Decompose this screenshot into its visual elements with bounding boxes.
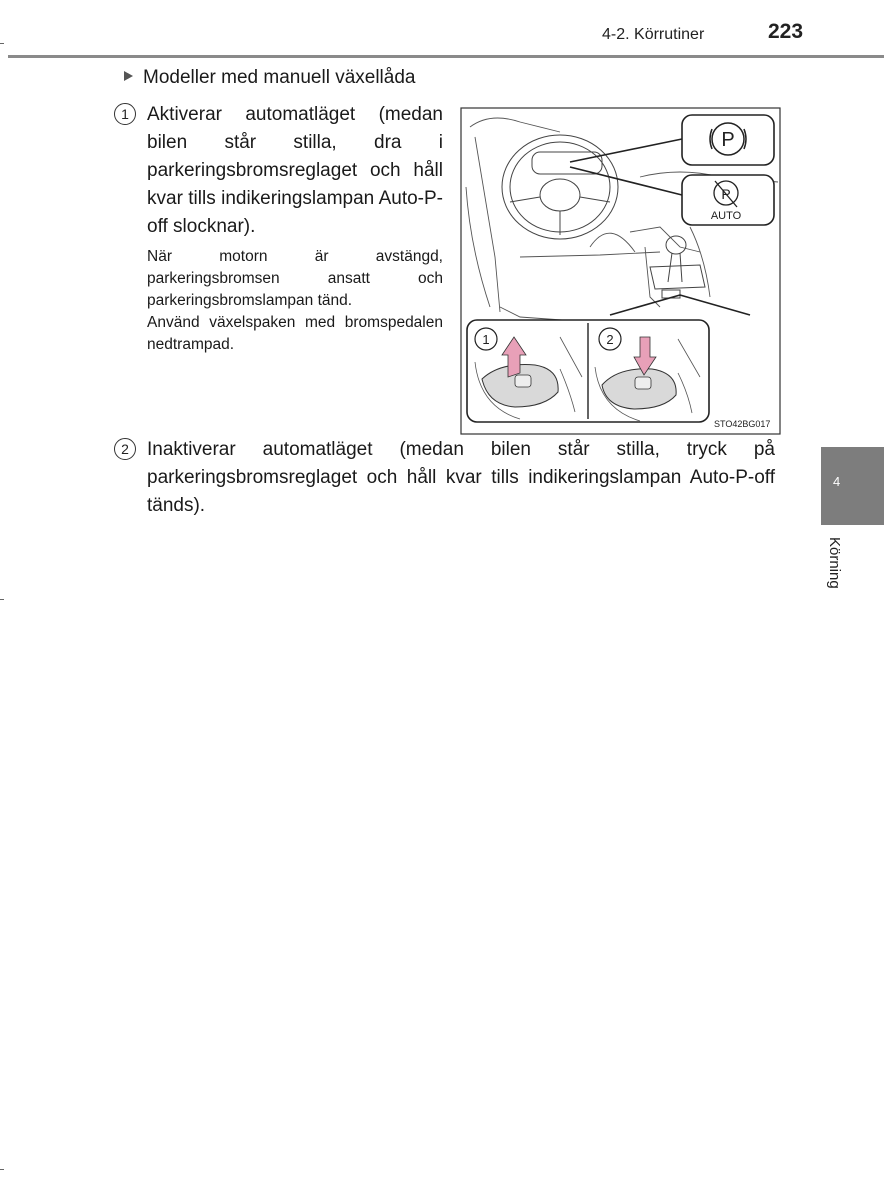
- crop-mark: [0, 43, 4, 44]
- section-title: 4-2. Körrutiner: [602, 26, 705, 43]
- page-number: 223: [768, 20, 804, 43]
- note-line-2: Använd växelspaken med bromspedalen nedtrampad.: [147, 314, 443, 353]
- step-2-text: Inaktiverar automatläget (medan bilen står stilla, tryck på parkeringsbromsreglaget och håll kvar tills indikeringslampan Auto-P-off tänds).: [147, 439, 775, 516]
- step-1-text: Aktiverar automatläget (medan bilen står stilla, dra i parkeringsbromsreglaget och håll kvar tills indikeringslampan Auto-P-off slocknar).: [147, 104, 443, 237]
- chapter-tab: [821, 447, 884, 525]
- note-line-1: När motorn är avstängd, parkeringsbromsen ansatt och parkeringsbromslampan tänd.: [147, 248, 443, 309]
- subsection-heading-text: Modeller med manuell växellåda: [143, 67, 416, 88]
- crop-mark: [0, 599, 4, 600]
- header-divider: [8, 55, 884, 58]
- chapter-number: 4: [833, 474, 841, 489]
- indicator-auto-label: AUTO: [710, 210, 742, 222]
- panel-1-number: 1: [482, 332, 490, 347]
- step-1-number: 1: [114, 103, 136, 125]
- parking-brake-illustration: [460, 107, 781, 435]
- indicator-p-letter: P: [721, 129, 735, 151]
- chapter-label: Körning: [826, 537, 843, 589]
- subsection-heading: [124, 67, 415, 89]
- step-1-note: [147, 246, 443, 356]
- panel-2-number: 2: [606, 332, 614, 347]
- figure-code: STO42BG017: [714, 419, 771, 429]
- triangle-bullet-icon: [124, 71, 133, 81]
- indicator-auto-p-letter: P: [721, 186, 731, 202]
- step-2-number: 2: [114, 438, 136, 460]
- crop-mark: [0, 1169, 4, 1170]
